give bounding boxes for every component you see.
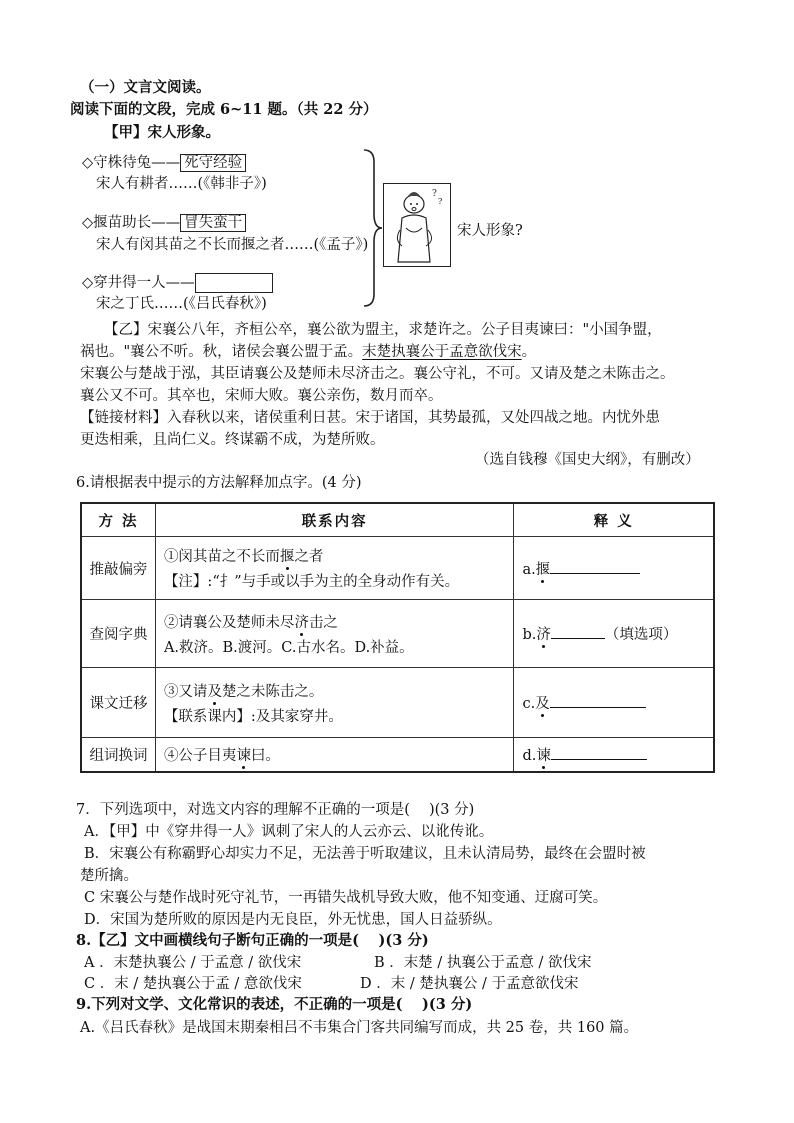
dotted-char: 济 [294, 614, 309, 631]
answer-cell [514, 537, 714, 600]
content-options: A.救济。B.渡河。C.古水名。D.补益。 [163, 639, 414, 656]
jia-heading: 【甲】宋人形象。 [104, 124, 220, 141]
content-cell [155, 600, 514, 668]
q7-option-d[interactable]: D．宋国为楚所败的原因是内无良臣，外无忧患，国人日益骄纵。 [84, 912, 502, 928]
answer-cell [514, 668, 714, 738]
jia-item-source: 宋人有闵其苗之不长而揠之者……(《孟子》) [96, 237, 369, 253]
header-content: 联系内容 [155, 503, 514, 537]
table-row [81, 738, 714, 772]
header-meaning: 释 义 [514, 503, 714, 537]
figure-caption: 宋人形象? [457, 223, 523, 239]
q6-table [80, 502, 715, 773]
yi-line-3: 宋襄公与楚战于泓，其臣请襄公及楚师未尽济击之。襄公守礼，不可。又请及楚之未陈击之。 [80, 366, 675, 382]
q8-option-c[interactable]: C ．末 / 楚执襄公于孟 / 意欲伐宋 [84, 976, 302, 992]
q7-option-a[interactable]: A．【甲】中《穿井得一人》讽刺了宋人的人云亦云、以讹传讹。 [84, 824, 494, 840]
table-row [81, 600, 714, 668]
underlined-sentence: 末楚执襄公于孟意欲伐宋 [362, 344, 522, 360]
jia-item-answer-box: 冒失蛮干 [180, 214, 246, 232]
content-text: 楚之未陈击之。 [221, 683, 324, 700]
answer-blank[interactable] [550, 559, 640, 574]
svg-text:?: ? [432, 189, 437, 199]
content-text: ③又请 [163, 683, 208, 700]
table-header-row [81, 503, 714, 537]
content-text: ①闵其苗之不长而 [163, 549, 280, 565]
answer-cell [514, 600, 714, 668]
answer-hint: （填选项） [604, 627, 678, 643]
answer-blank[interactable] [551, 624, 605, 639]
q8-option-b[interactable]: B ．末楚 / 执襄公于孟意 / 欲伐宋 [374, 955, 592, 971]
song-man-illustration [383, 183, 451, 267]
dotted-char: 揠 [279, 549, 295, 565]
jia-item-source: 宋人有耕者……(《韩非子》) [96, 176, 267, 192]
content-cell [155, 668, 514, 738]
jia-item-empty-box [195, 273, 273, 293]
yi-line-4: 襄公又不可。其卒也，宋师大败。襄公亲伤，数月而卒。 [80, 388, 443, 404]
content-note: 【注】:“扌”与手或以手为主的全身动作有关。 [163, 574, 460, 590]
dotted-char: 谏 [236, 747, 251, 764]
method-cell: 推敲偏旁 [81, 537, 155, 600]
jia-item-idiom: ◇揠苗助长—— [82, 215, 181, 231]
content-text: 之者 [294, 549, 324, 565]
q7-option-b[interactable]: B．宋襄公有称霸野心却实力不足，无法善于听取建议，且未认清局势，最终在会盟时被 [84, 846, 646, 862]
content-text: ②请襄公及楚师未尽 [163, 614, 295, 631]
q8-option-d[interactable]: D ．末 / 楚执襄公 / 于孟意欲伐宋 [360, 976, 579, 992]
content-text: 击之 [308, 614, 338, 631]
method-cell: 查阅字典 [81, 600, 155, 668]
header-method: 方 法 [81, 503, 155, 537]
dotted-char: 济 [536, 627, 551, 643]
right-brace-icon [362, 148, 384, 308]
jia-item-idiom: ◇守株待兔—— [82, 155, 181, 171]
svg-text:?: ? [438, 197, 443, 206]
yi-line-2-text: 祸也。"襄公不听。秋，诸侯会襄公盟于孟。 [80, 344, 363, 360]
answer-label: b. [522, 627, 537, 643]
yi-line-2 [80, 340, 536, 361]
q6-title: 6.请根据表中提示的方法解释加点字。(4 分) [76, 475, 362, 491]
method-cell: 课文迁移 [81, 668, 155, 738]
q7-title: 7．下列选项中，对选文内容的理解不正确的一项是( )(3 分) [76, 802, 475, 818]
q8-title: 8.【乙】文中画横线句子断句正确的一项是( )(3 分) [76, 932, 429, 949]
q7-option-c[interactable]: C 宋襄公与楚作战时死守礼节，一再错失战机导致大败，他不知变通、迂腐可笑。 [84, 890, 608, 906]
q8-option-a[interactable]: A ．末楚执襄公 / 于孟意 / 欲伐宋 [84, 955, 302, 971]
method-cell: 组词换词 [81, 738, 155, 772]
link-source: （选自钱穆《国史大纲》，有删改） [475, 452, 700, 468]
instructions: 阅读下面的文段，完成 6~11 题。（共 22 分） [70, 101, 378, 118]
jia-item-1 [82, 151, 246, 172]
jia-item-3 [82, 271, 273, 293]
q7-option-b-cont: 楚所擒。 [80, 868, 138, 884]
content-text: 曰。 [250, 747, 280, 764]
content-text: ④公子目夷 [163, 747, 237, 764]
section-title: （一）文言文阅读。 [80, 79, 211, 96]
link-line-1: 【链接材料】入春秋以来，诸侯重利日甚。宋于诸国，其势最孤，又处四战之地。内忧外患 [80, 410, 660, 426]
jia-item-source: 宋之丁氏……(《吕氏春秋》) [96, 296, 267, 312]
table-row [81, 668, 714, 738]
answer-cell [514, 738, 714, 772]
answer-blank[interactable] [551, 745, 647, 760]
dotted-char: 谏 [536, 747, 551, 764]
content-note: 【联系课内】:及其家穿井。 [163, 708, 343, 725]
dotted-char: 及 [535, 696, 550, 712]
jia-item-idiom: ◇穿井得一人—— [82, 275, 195, 291]
yi-line-1: 【乙】宋襄公八年，齐桓公卒，襄公欲为盟主，求楚许之。公子目夷谏曰："小国争盟， [104, 322, 662, 338]
jia-item-2 [82, 211, 246, 232]
dotted-char: 及 [207, 683, 222, 700]
answer-label: c. [522, 696, 536, 712]
answer-label: d. [522, 747, 537, 764]
yi-line-2-end: 。 [521, 344, 537, 360]
q9-title: 9.下列对文学、文化常识的表述，不正确的一项是( )(3 分) [76, 996, 473, 1013]
content-cell [155, 537, 514, 600]
q9-option-a[interactable]: A.《吕氏春秋》是战国末期秦相吕不韦集合门客共同编写而成，共 25 卷，共 160 篇。 [80, 1020, 639, 1036]
jia-item-answer-box: 死守经验 [180, 154, 246, 172]
link-line-2: 更迭相乘，且尚仁义。终谋霸不成，为楚所败。 [80, 432, 385, 448]
answer-label: a. [522, 561, 536, 578]
dotted-char: 揠 [535, 561, 551, 578]
content-cell [155, 738, 514, 772]
answer-blank[interactable] [550, 693, 646, 708]
table-row [81, 537, 714, 600]
